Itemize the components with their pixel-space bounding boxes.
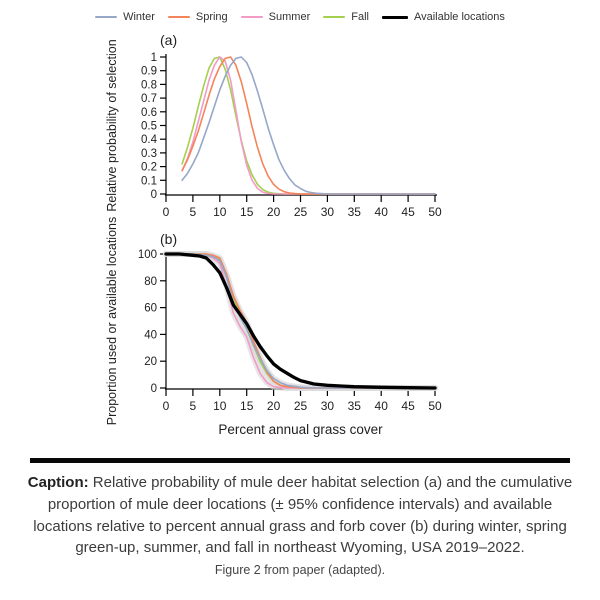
panel-a-curve-fall [182, 57, 435, 194]
panel-a-x-tick-label: 0 [162, 205, 170, 219]
panel-b-y-tick-label: 40 [144, 329, 157, 342]
panel-a-x-tick-label: 5 [189, 205, 197, 219]
legend-item-winter [95, 11, 155, 23]
caption-paragraph [20, 472, 580, 559]
panel-a-y-tick-label: 0.4 [141, 134, 157, 147]
panel-b-x-tick-label: 50 [428, 399, 442, 413]
panel-b-x-tick-label: 45 [401, 399, 415, 413]
panel-b-x-tick-label: 15 [240, 399, 254, 413]
panel-b-y-tick-label: 20 [144, 356, 157, 369]
panel-b-x-axis-title: Percent annual grass cover [218, 422, 383, 437]
panel-b-curve-winter [166, 254, 435, 388]
panel-a-y-axis-title: Relative probability of selection [105, 39, 119, 212]
panel-b-y-tick-label: 0 [150, 383, 157, 395]
panel-a-x-tick-label: 40 [374, 205, 388, 219]
caption-block [20, 472, 580, 577]
legend-swatch-winter [95, 16, 117, 18]
panel-b-curve-summer [166, 254, 435, 388]
panel-a-x-tick-label: 50 [428, 205, 442, 219]
legend-label-spring: Spring [195, 11, 228, 23]
legend-label-summer: Summer [268, 11, 311, 23]
legend-swatch-available-locations [382, 16, 408, 19]
panel-a-x-tick-label: 35 [347, 205, 361, 219]
legend-item-summer [241, 11, 311, 23]
legend-swatch-spring [168, 16, 190, 18]
legend-swatch-fall [323, 16, 345, 18]
legend-label-available-locations: Available locations [413, 11, 505, 23]
panel-a-curve-spring [182, 57, 435, 194]
panel-b-curve-available-locations [166, 254, 435, 388]
panel-a-y-tick-label: 0.1 [141, 175, 157, 188]
legend-label-winter: Winter [123, 11, 155, 23]
panel-a-y-tick-label: 0.2 [141, 161, 157, 174]
panel-b-ci-band-winter [166, 254, 435, 388]
chart-legend [0, 11, 600, 23]
panel-a-y-tick-label: 1 [150, 52, 157, 64]
panel-b-x-tick-label: 25 [293, 399, 308, 413]
panel-b-y-tick-label: 100 [137, 249, 157, 261]
panel-b-x-tick-label: 40 [374, 399, 388, 413]
panel-b-x-tick-label: 5 [189, 399, 197, 413]
panel-b-ci-band-summer [166, 254, 435, 388]
panel-b-x-tick-label: 30 [320, 399, 335, 413]
panel-b-x-tick-label: 20 [266, 399, 281, 413]
panel-a-y-tick-label: 0.9 [141, 65, 157, 78]
panel-b-x-tick-label: 35 [347, 399, 361, 413]
caption-divider [30, 458, 570, 463]
legend-item-fall [323, 11, 369, 23]
legend-swatch-summer [241, 16, 263, 18]
legend-label-fall: Fall [351, 11, 369, 23]
panel-a-x-tick-label: 30 [320, 205, 335, 219]
panel-b-x-tick-label: 10 [213, 399, 227, 413]
panel-b-curve-spring [166, 254, 435, 388]
panel-a-y-tick-label: 0.6 [141, 106, 157, 119]
caption-source: Figure 2 from paper (adapted). [214, 563, 386, 577]
panel-a-x-tick-label: 25 [293, 205, 308, 219]
panel-a-y-tick-label: 0.7 [141, 93, 157, 106]
panel-b-y-tick-label: 60 [144, 302, 157, 315]
panel-b-ci-band-spring [166, 254, 435, 388]
panel-a-curve-summer [182, 57, 435, 194]
panel-a-y-tick-label: 0 [150, 189, 157, 201]
caption-label: Caption: [27, 474, 89, 491]
panel-a-y-tick-label: 0.5 [141, 120, 157, 133]
panel-a-y-tick-label: 0.8 [141, 79, 157, 92]
panel-b-y-axis-title: Proportion used or available locations [105, 216, 119, 426]
panel-b-curve-fall [166, 254, 435, 388]
panel-b-ci-band-fall [166, 254, 435, 388]
panel-a-label: (a) [160, 32, 178, 48]
panel-a-x-tick-label: 10 [213, 205, 227, 219]
legend-item-spring [168, 11, 228, 23]
panel-a-x-tick-label: 15 [240, 205, 254, 219]
panel-a-y-tick-label: 0.3 [141, 147, 157, 160]
panel-b-label: (b) [160, 231, 178, 247]
panel-b-x-tick-label: 0 [162, 399, 170, 413]
panel-a-x-tick-label: 45 [401, 205, 415, 219]
caption-body: Relative probability of mule deer habitat selection (a) and the cumulative proportion of mule deer locations (± 95% confidence intervals) and available locations relative to percent annual grass and forb cover (b) during winter, spring green-up, summer, and fall in northeast Wyoming, USA 2019–2022. [33, 474, 573, 557]
panel-b-y-tick-label: 80 [144, 275, 157, 288]
legend-item-available-locations [382, 11, 505, 23]
panel-a-curve-winter [182, 57, 435, 194]
panel-a-x-tick-label: 20 [266, 205, 281, 219]
